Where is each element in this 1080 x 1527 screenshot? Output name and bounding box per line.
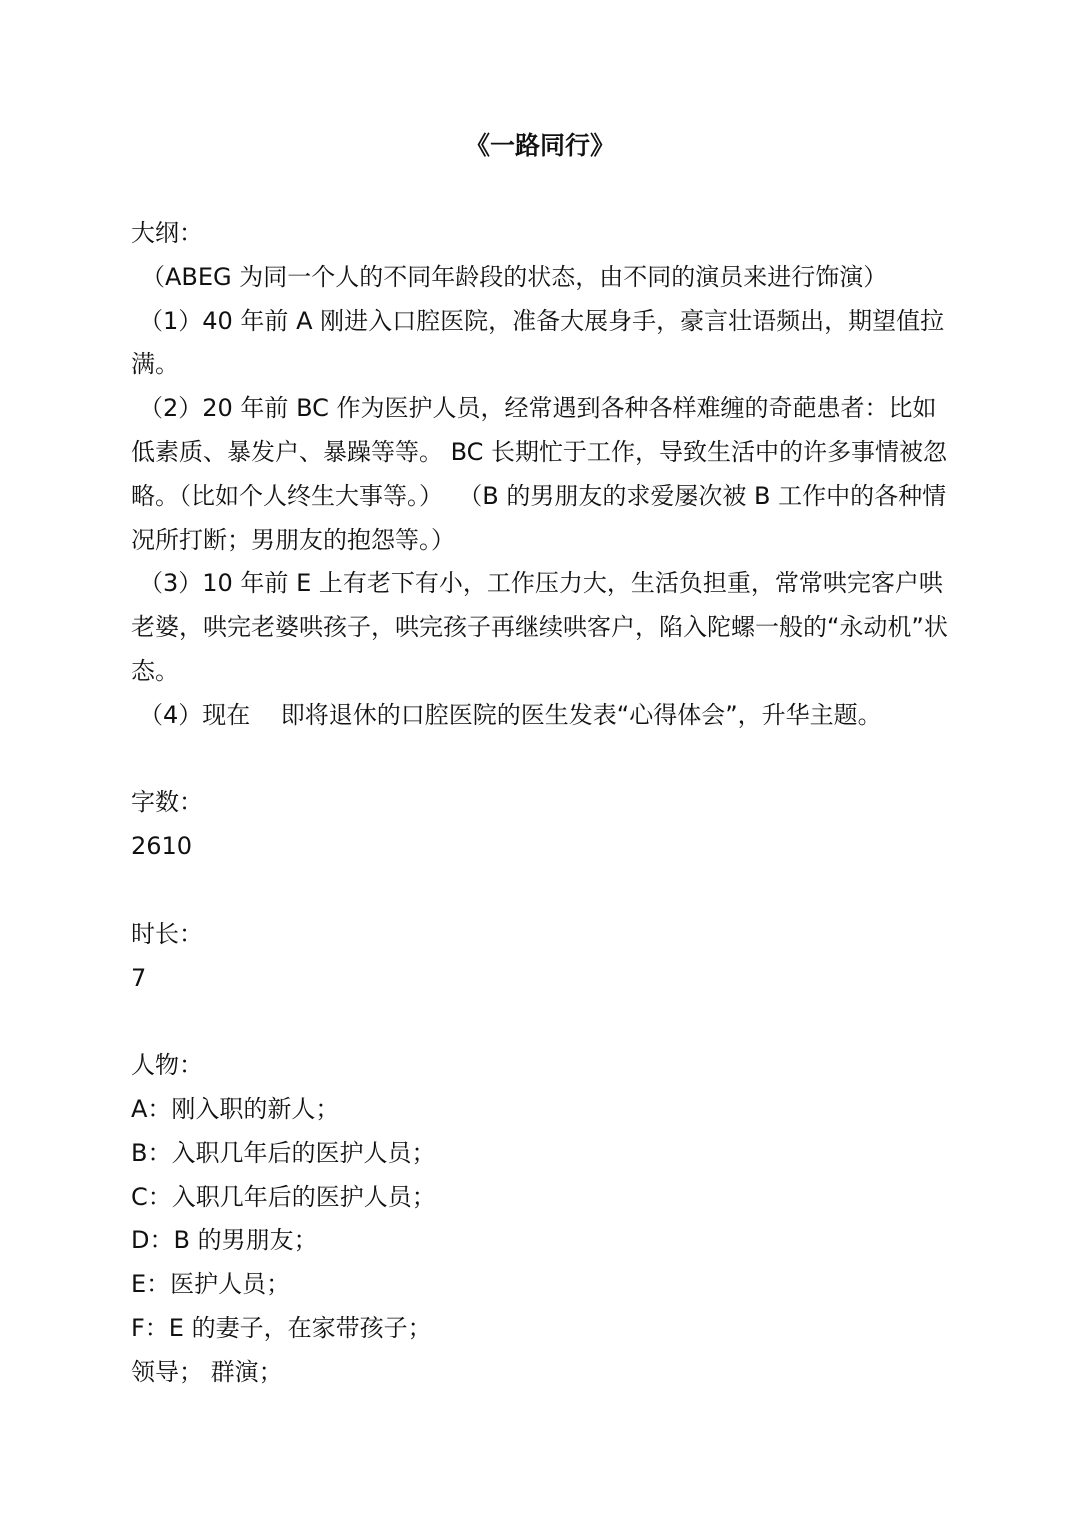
word-count-section [131,781,951,869]
characters-label: 人物： [131,1051,203,1080]
outline-note: （ABEG 为同一个人的不同年龄段的状态，由不同的演员来进行饰演） [141,262,888,291]
character-e: E：医护人员； [131,1270,291,1299]
spacer [131,869,951,913]
characters-section [131,1044,951,1394]
spacer [131,738,951,782]
duration-label: 时长： [131,919,203,948]
character-b: B：入职几年后的医护人员； [131,1138,436,1167]
outline-label: 大纲： [131,219,203,247]
character-a: A：刚入职的新人； [131,1094,340,1123]
spacer [131,1000,951,1044]
outline-section [131,212,951,738]
character-f: F：E 的妻子，在家带孩子； [131,1313,432,1342]
outline-item-1: （1）40 年前 A 刚进入口腔医院，准备大展身手，豪言壮语频出，期望值拉满。 [131,306,945,379]
outline-item-2: （2）20 年前 BC 作为医护人员，经常遇到各种各样难缠的奇葩患者：比如低素质、暴发户、暴躁等等。 BC 长期忙于工作，导致生活中的许多事情被忽略。（比如个人终生大事等。） （B 的男朋友的求爱屡次被 B 工作中的各种情况所打断；男朋友的抱怨等。） [131,394,948,554]
duration-value: 7 [131,963,147,992]
document-title: 《一路同行》 [464,131,615,160]
character-d: D：B 的男朋友； [131,1226,318,1255]
character-others: 领导； 群演； [131,1357,283,1386]
outline-item-3: （3）10 年前 E 上有老下有小，工作压力大，生活负担重，常常哄完客户哄老婆，哄完老婆哄孩子，哄完孩子再继续哄客户，陷入陀螺一般的“永动机”状态。 [131,569,948,685]
character-c: C：入职几年后的医护人员； [131,1182,436,1211]
word-count-value: 2610 [131,832,193,861]
document-body [131,212,951,1395]
word-count-label: 字数： [131,788,203,817]
duration-section [131,913,951,1001]
outline-item-4: （4）现在 即将退休的口腔医院的医生发表“心得体会”，升华主题。 [139,700,882,729]
